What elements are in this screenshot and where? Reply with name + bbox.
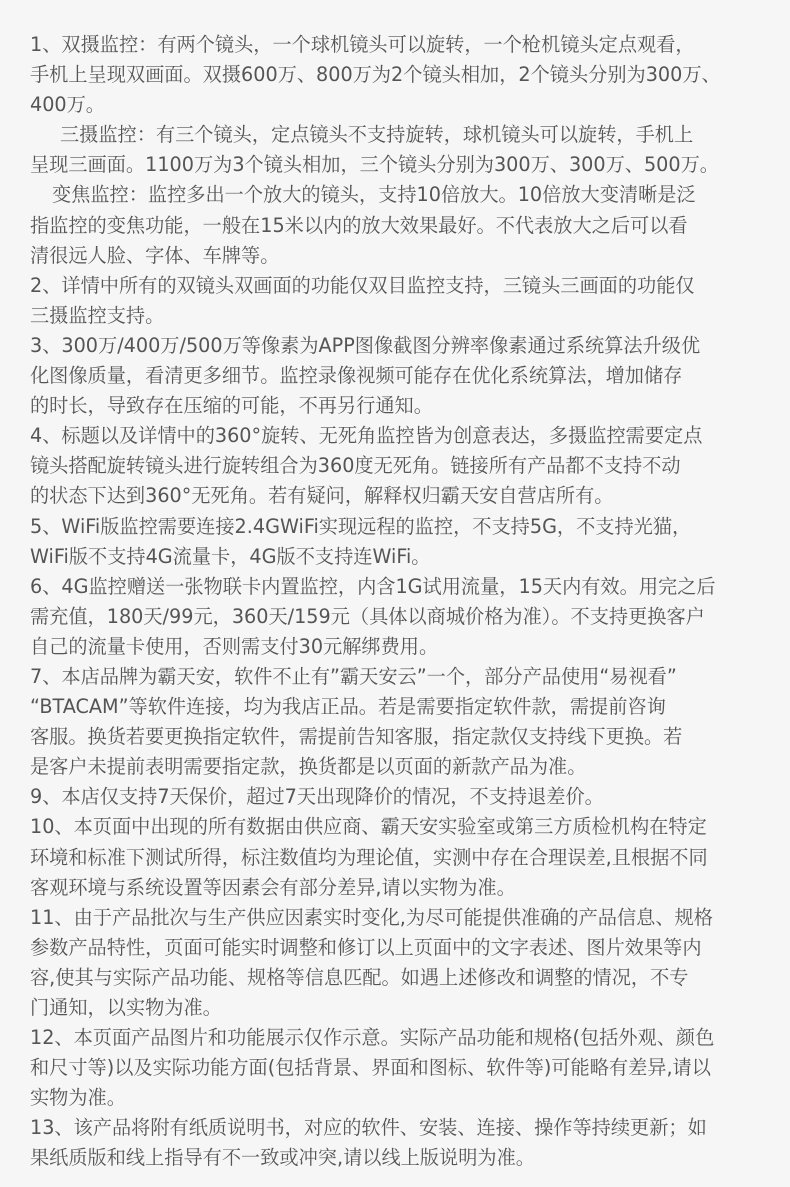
text-line: “BTACAM”等软件连接，均为我店正品。若是需要指定软件款，需提前咨询 <box>30 695 666 719</box>
text-line: 化图像质量，看清更多细节。监控录像视频可能存在优化系统算法，增加储存 <box>30 364 683 388</box>
text-line: 果纸质版和线上指导有不一致或冲突,请以线上版说明为准。 <box>30 1146 535 1170</box>
text-line: 9、本店仅支持7天保价，超过7天出现降价的情况，不支持退差价。 <box>30 785 604 809</box>
text-line: 11、由于产品批次与生产供应因素实时变化,为尽可能提供准确的产品信息、规格 <box>30 905 713 929</box>
text-line: WiFi版不支持4G流量卡，4G版不支持连WiFi。 <box>30 544 431 568</box>
text-line: 指监控的变焦功能，一般在15米以内的放大效果最好。不代表放大之后可以看 <box>30 213 688 237</box>
text-line: 的状态下达到360°无死角。若有疑问，解释权归霸天安自营店所有。 <box>30 484 614 508</box>
text-line: 变焦监控：监控多出一个放大的镜头，支持10倍放大。10倍放大变清晰是泛 <box>52 183 696 207</box>
text-line: 三摄监控：有三个镜头，定点镜头不支持旋转，球机镜头可以旋转，手机上 <box>60 123 694 147</box>
text-line: 实物为准。 <box>30 1086 126 1110</box>
text-line: 是客户未提前表明需要指定款，换货都是以页面的新款产品为准。 <box>30 755 587 779</box>
text-line: 镜头搭配旋转镜头进行旋转组合为360度无死角。链接所有产品都不支持不动 <box>30 454 681 478</box>
text-line: 手机上呈现双画面。双摄600万、800万为2个镜头相加，2个镜头分别为300万、 <box>30 63 721 87</box>
text-line: 7、本店品牌为霸天安，软件不止有”霸天安云”一个，部分产品使用“易视看” <box>30 664 677 688</box>
text-line: 客观环境与系统设置等因素会有部分差异,请以实物为准。 <box>30 875 516 899</box>
text-line: 12、本页面产品图片和功能展示仅作示意。实际产品功能和规格(包括外观、颜色 <box>30 1026 715 1050</box>
text-line: 3、300万/400万/500万等像素为APP图像截图分辨率像素通过系统算法升级优 <box>30 333 701 357</box>
text-line: 400万。 <box>30 93 105 117</box>
text-line: 10、本页面中出现的所有数据由供应商、霸天安实验室或第三方质检机构在特定 <box>30 815 707 839</box>
text-line: 呈现三画面。1100万为3个镜头相加，三个镜头分别为300万、300万、500万。 <box>30 153 719 177</box>
text-line: 客服。换货若要更换指定软件，需提前告知客服，指定款仅支持线下更换。若 <box>30 725 683 749</box>
text-line: 13、该产品将附有纸质说明书，对应的软件、安装、连接、操作等持续更新；如 <box>30 1116 707 1140</box>
text-line: 三摄监控支持。 <box>30 303 165 327</box>
text-line: 需充值，180天/99元，360天/159元（具体以商城价格为准）。不支持更换客户 <box>30 604 705 628</box>
text-line: 的时长，导致存在压缩的可能，不再另行通知。 <box>30 394 433 418</box>
text-line: 4、标题以及详情中的360°旋转、无死角监控皆为创意表达，多摄监控需要定点 <box>30 424 703 448</box>
text-line: 6、4G监控赠送一张物联卡内置监控，内含1G试用流量，15天内有效。用完之后 <box>30 574 716 598</box>
text-line: 门通知，以实物为准。 <box>30 996 222 1019</box>
text-line: 环境和标准下测试所得，标注数值均为理论值，实测中存在合理误差,且根据不同 <box>30 845 708 869</box>
text-line: 参数产品特性，页面可能实时调整和修订以上页面中的文字表述、图片效果等内 <box>30 935 702 959</box>
text-line: 2、详情中所有的双镜头双画面的功能仅双目监控支持，三镜头三画面的功能仅 <box>30 273 695 297</box>
text-line: 容,使其与实际产品功能、规格等信息匹配。如遇上述修改和调整的情况，不专 <box>30 965 689 989</box>
text-line: 自己的流量卡使用，否则需支付30元解绑费用。 <box>30 634 439 658</box>
text-line: 1、双摄监控：有两个镜头，一个球机镜头可以旋转，一个枪机镜头定点观看， <box>30 33 695 56</box>
text-line: 5、WiFi版监控需要连接2.4GWiFi实现远程的监控，不支持5G，不支持光猫， <box>30 514 692 538</box>
text-line: 和尺寸等)以及实际功能方面(包括背景、界面和图标、软件等)可能略有差异,请以 <box>30 1056 711 1080</box>
text-line: 清很远人脸、字体、车牌等。 <box>30 243 280 267</box>
